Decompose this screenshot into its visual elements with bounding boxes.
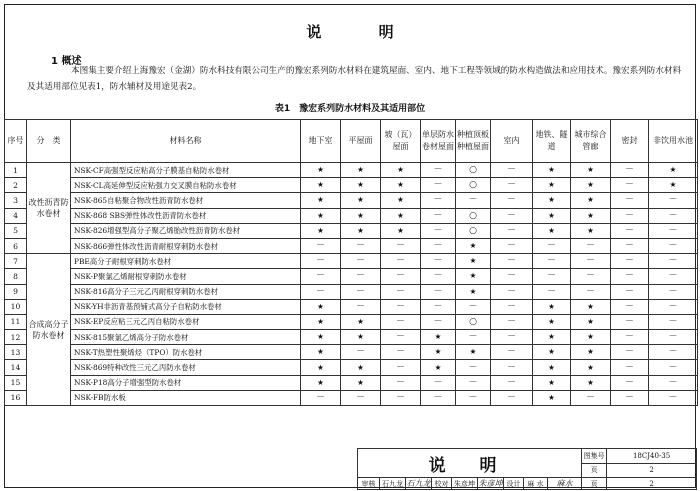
review-label: 审核 [358, 478, 380, 490]
dash-mark: － [381, 330, 421, 345]
star-mark: ★ [571, 345, 611, 360]
dash-mark: － [649, 299, 698, 314]
star-mark: ★ [649, 178, 698, 193]
dash-mark: － [381, 345, 421, 360]
dash-mark: － [421, 269, 456, 284]
star-mark: ★ [571, 178, 611, 193]
dash-mark: － [456, 299, 491, 314]
material-name: PBE高分子耐根穿刺防水卷材 [71, 254, 301, 269]
material-name: NSK-P聚氯乙烯耐根穿刺防水卷材 [71, 269, 301, 284]
table-row [5, 299, 698, 314]
table-row [5, 163, 698, 178]
table-row [5, 360, 698, 375]
dash-mark: － [649, 314, 698, 329]
row-number: 13 [5, 345, 27, 360]
dash-mark: － [421, 193, 456, 208]
dash-mark: － [571, 238, 611, 253]
star-mark: ★ [571, 163, 611, 178]
table-header-row [5, 120, 698, 163]
dash-mark: － [491, 375, 533, 390]
dash-mark: － [649, 254, 698, 269]
star-mark: ★ [341, 208, 381, 223]
star-mark: ★ [571, 223, 611, 238]
star-mark: ★ [341, 330, 381, 345]
dash-mark: － [571, 284, 611, 299]
dash-mark: － [491, 254, 533, 269]
dash-mark: － [421, 223, 456, 238]
table-row [5, 375, 698, 390]
star-mark: ★ [533, 208, 571, 223]
dash-mark: － [571, 269, 611, 284]
dash-mark: － [491, 238, 533, 253]
dash-mark: － [649, 375, 698, 390]
material-name: NSK-826增强型高分子聚乙烯胎改性沥青防水卷材 [71, 223, 301, 238]
dash-mark: － [649, 345, 698, 360]
dash-mark: － [381, 299, 421, 314]
row-number: 4 [5, 208, 27, 223]
dash-mark: － [341, 284, 381, 299]
material-name: NSK-EP反应粘三元乙丙自粘防水卷材 [71, 314, 301, 329]
row-number: 1 [5, 163, 27, 178]
star-mark: ★ [571, 314, 611, 329]
star-mark: ★ [456, 254, 491, 269]
dash-mark: － [381, 375, 421, 390]
table-caption: 表1 豫宏系列防水材料及其适用部位 [274, 104, 426, 114]
row-number: 7 [5, 254, 27, 269]
star-mark: ★ [341, 163, 381, 178]
circle-mark: ○ [456, 208, 491, 223]
dash-mark: － [421, 284, 456, 299]
star-mark: ★ [533, 223, 571, 238]
star-mark: ★ [533, 345, 571, 360]
check-signature: 朱彦坤 [478, 479, 503, 488]
dash-mark: － [649, 193, 698, 208]
star-mark: ★ [421, 360, 456, 375]
check-label: 校对 [432, 478, 452, 490]
star-mark: ★ [649, 163, 698, 178]
dash-mark: － [491, 208, 533, 223]
section-heading: 1 概述 [51, 56, 82, 67]
star-mark: ★ [301, 375, 341, 390]
table-row [5, 269, 698, 284]
star-mark: ★ [571, 360, 611, 375]
material-name: NSK-T热塑性聚烯烃（TPO）防水卷材 [71, 345, 301, 360]
column-header: 室内 [491, 120, 533, 163]
star-mark: ★ [533, 299, 571, 314]
dash-mark: － [421, 254, 456, 269]
dash-mark: － [456, 375, 491, 390]
dash-mark: － [301, 390, 341, 405]
dash-mark: － [611, 163, 649, 178]
dash-mark: － [611, 208, 649, 223]
title-block [357, 448, 697, 490]
dash-mark: － [421, 178, 456, 193]
dash-mark: － [649, 269, 698, 284]
dash-mark: － [341, 269, 381, 284]
dash-mark: － [611, 375, 649, 390]
star-mark: ★ [341, 314, 381, 329]
review-name: 石九龙 [380, 478, 406, 490]
dash-mark: － [611, 330, 649, 345]
row-number: 16 [5, 390, 27, 405]
dash-mark: － [421, 208, 456, 223]
table-row [5, 208, 698, 223]
atlas-number: 18CJ40-35 [607, 449, 697, 464]
dash-mark: － [381, 269, 421, 284]
material-name: NSK-815聚氯乙烯高分子防水卷材 [71, 330, 301, 345]
dash-mark: － [456, 330, 491, 345]
dash-mark: － [341, 345, 381, 360]
star-mark: ★ [301, 193, 341, 208]
row-number: 2 [5, 178, 27, 193]
design-signature: 麻水 [548, 478, 582, 490]
column-header: 地下室 [301, 120, 341, 163]
column-header: 密封 [611, 120, 649, 163]
column-header: 分 类 [27, 120, 71, 163]
dash-mark: － [649, 208, 698, 223]
row-number: 12 [5, 330, 27, 345]
dash-mark: － [491, 269, 533, 284]
star-mark: ★ [301, 163, 341, 178]
category-cell: 改性沥青防水卷材 [27, 163, 71, 254]
circle-mark: ○ [456, 178, 491, 193]
dash-mark: － [611, 299, 649, 314]
table-row [5, 390, 698, 405]
table-row [5, 254, 698, 269]
dash-mark: － [421, 375, 456, 390]
dash-mark: － [456, 193, 491, 208]
star-mark: ★ [533, 360, 571, 375]
dash-mark: － [611, 223, 649, 238]
star-mark: ★ [456, 345, 491, 360]
category-cell: 合成高分子防水卷材 [27, 254, 71, 406]
material-name: NSK-YH非沥青基预铺式高分子自粘防水卷材 [71, 299, 301, 314]
star-mark: ★ [341, 375, 381, 390]
star-mark: ★ [533, 390, 571, 405]
row-number: 14 [5, 360, 27, 375]
title-block-title: 说 明 [358, 449, 582, 478]
table-row [5, 345, 698, 360]
dash-mark: － [381, 238, 421, 253]
star-mark: ★ [381, 178, 421, 193]
material-name: NSK-FB防水板 [71, 390, 301, 405]
dash-mark: － [491, 345, 533, 360]
dash-mark: － [611, 178, 649, 193]
dash-mark: － [611, 390, 649, 405]
star-mark: ★ [533, 375, 571, 390]
dash-mark: － [649, 390, 698, 405]
dash-mark: － [611, 284, 649, 299]
star-mark: ★ [301, 178, 341, 193]
dash-mark: － [301, 284, 341, 299]
star-mark: ★ [571, 208, 611, 223]
material-name: NSK-816高分子三元乙丙耐根穿刺防水卷材 [71, 284, 301, 299]
dash-mark: － [611, 345, 649, 360]
star-mark: ★ [341, 360, 381, 375]
circle-mark: ○ [456, 314, 491, 329]
dash-mark: － [491, 330, 533, 345]
dash-mark: － [491, 193, 533, 208]
star-mark: ★ [533, 163, 571, 178]
star-mark: ★ [533, 330, 571, 345]
design-label: 设计 [504, 478, 524, 490]
dash-mark: － [491, 314, 533, 329]
star-mark: ★ [533, 178, 571, 193]
check-name: 朱彦坤 [452, 478, 478, 490]
row-number: 8 [5, 269, 27, 284]
dash-mark: － [571, 390, 611, 405]
dash-mark: － [301, 238, 341, 253]
star-mark: ★ [421, 330, 456, 345]
dash-mark: － [301, 269, 341, 284]
dash-mark: － [649, 330, 698, 345]
dash-mark: － [491, 284, 533, 299]
dash-mark: － [533, 269, 571, 284]
table-row [5, 223, 698, 238]
row-number: 15 [5, 375, 27, 390]
star-mark: ★ [571, 193, 611, 208]
column-header: 城市综合管廊 [571, 120, 611, 163]
dash-mark: － [421, 314, 456, 329]
star-mark: ★ [533, 314, 571, 329]
dash-mark: － [611, 238, 649, 253]
star-mark: ★ [301, 330, 341, 345]
dash-mark: － [381, 284, 421, 299]
dash-mark: － [491, 299, 533, 314]
row-number: 10 [5, 299, 27, 314]
page-title: 说 明 [306, 23, 420, 41]
review-signature: 石九龙 [406, 479, 431, 488]
dash-mark: － [491, 390, 533, 405]
dash-mark: － [421, 163, 456, 178]
overview-paragraph: 本图集主要介绍上海豫宏（金湖）防水科技有限公司生产的豫宏系列防水材料在建筑屋面、室内、地下工程等领域的防水构造做法和应用技术。豫宏系列防水材料及其适用部位见表1，防水辅材及用途见表2。 [27, 66, 682, 92]
dash-mark: － [301, 254, 341, 269]
column-header: 非饮用水池 [649, 120, 698, 163]
star-mark: ★ [301, 360, 341, 375]
row-number: 5 [5, 223, 27, 238]
star-mark: ★ [301, 299, 341, 314]
star-mark: ★ [301, 314, 341, 329]
dash-mark: － [491, 360, 533, 375]
dash-mark: － [421, 238, 456, 253]
dash-mark: － [341, 299, 381, 314]
material-name: NSK-868 SBS弹性体改性沥青防水卷材 [71, 208, 301, 223]
star-mark: ★ [381, 163, 421, 178]
star-mark: ★ [301, 345, 341, 360]
dash-mark: － [491, 163, 533, 178]
design-name: 麻 水 [524, 478, 548, 490]
dash-mark: － [611, 193, 649, 208]
table-row [5, 314, 698, 329]
star-mark: ★ [421, 345, 456, 360]
page-label: 页 [582, 463, 607, 478]
column-header: 材料名称 [71, 120, 301, 163]
dash-mark: － [533, 284, 571, 299]
material-name: NSK-866弹性体改性沥青耐根穿刺防水卷材 [71, 238, 301, 253]
star-mark: ★ [571, 330, 611, 345]
drawing-sheet [4, 4, 696, 488]
row-number: 6 [5, 238, 27, 253]
row-number: 3 [5, 193, 27, 208]
dash-mark: － [491, 178, 533, 193]
page-number: 2 [607, 463, 697, 478]
star-mark: ★ [341, 193, 381, 208]
table-row [5, 178, 698, 193]
circle-mark: ○ [456, 223, 491, 238]
dash-mark: － [533, 254, 571, 269]
dash-mark: － [381, 254, 421, 269]
star-mark: ★ [341, 223, 381, 238]
star-mark: ★ [301, 208, 341, 223]
dash-mark: － [491, 223, 533, 238]
dash-mark: － [649, 238, 698, 253]
column-header: 种植顶板种植屋面 [456, 120, 491, 163]
dash-mark: － [611, 360, 649, 375]
star-mark: ★ [571, 375, 611, 390]
column-header: 单层防水卷材屋面 [421, 120, 456, 163]
dash-mark: － [341, 254, 381, 269]
dash-mark: － [649, 360, 698, 375]
table-row [5, 330, 698, 345]
dash-mark: － [456, 360, 491, 375]
table-row [5, 238, 698, 253]
star-mark: ★ [456, 238, 491, 253]
table-row [5, 284, 698, 299]
table-row [5, 193, 698, 208]
column-header: 平屋面 [341, 120, 381, 163]
dash-mark: － [341, 238, 381, 253]
dash-mark: － [611, 269, 649, 284]
material-name: NSK-865自粘聚合物改性沥青防水卷材 [71, 193, 301, 208]
material-name: NSK-869特种改性三元乙丙防水卷材 [71, 360, 301, 375]
star-mark: ★ [571, 299, 611, 314]
material-name: NSK-CF高强型反应粘高分子膜基自粘防水卷材 [71, 163, 301, 178]
dash-mark: － [381, 390, 421, 405]
star-mark: ★ [456, 269, 491, 284]
star-mark: ★ [456, 284, 491, 299]
dash-mark: － [456, 390, 491, 405]
materials-table [4, 119, 698, 406]
dash-mark: － [611, 314, 649, 329]
star-mark: ★ [533, 193, 571, 208]
dash-mark: － [381, 360, 421, 375]
dash-mark: － [341, 390, 381, 405]
column-header: 地铁、隧道 [533, 120, 571, 163]
star-mark: ★ [381, 223, 421, 238]
material-name: NSK-CL高延伸型反应粘强力交叉膜自粘防水卷材 [71, 178, 301, 193]
dash-mark: － [533, 238, 571, 253]
material-name: NSK-P18高分子增强型防水卷材 [71, 375, 301, 390]
star-mark: ★ [381, 208, 421, 223]
dash-mark: － [649, 223, 698, 238]
column-header: 坡（瓦）屋面 [381, 120, 421, 163]
dash-mark: － [421, 390, 456, 405]
dash-mark: － [571, 254, 611, 269]
dash-mark: － [611, 254, 649, 269]
dash-mark: － [421, 299, 456, 314]
page-number-2: 2 [607, 478, 697, 490]
page-label-2: 页 [582, 478, 607, 490]
row-number: 11 [5, 314, 27, 329]
row-number: 9 [5, 284, 27, 299]
star-mark: ★ [341, 178, 381, 193]
atlas-label: 图集号 [582, 449, 607, 464]
column-header: 序号 [5, 120, 27, 163]
circle-mark: ○ [456, 163, 491, 178]
star-mark: ★ [381, 193, 421, 208]
dash-mark: － [649, 284, 698, 299]
star-mark: ★ [301, 223, 341, 238]
dash-mark: － [381, 314, 421, 329]
